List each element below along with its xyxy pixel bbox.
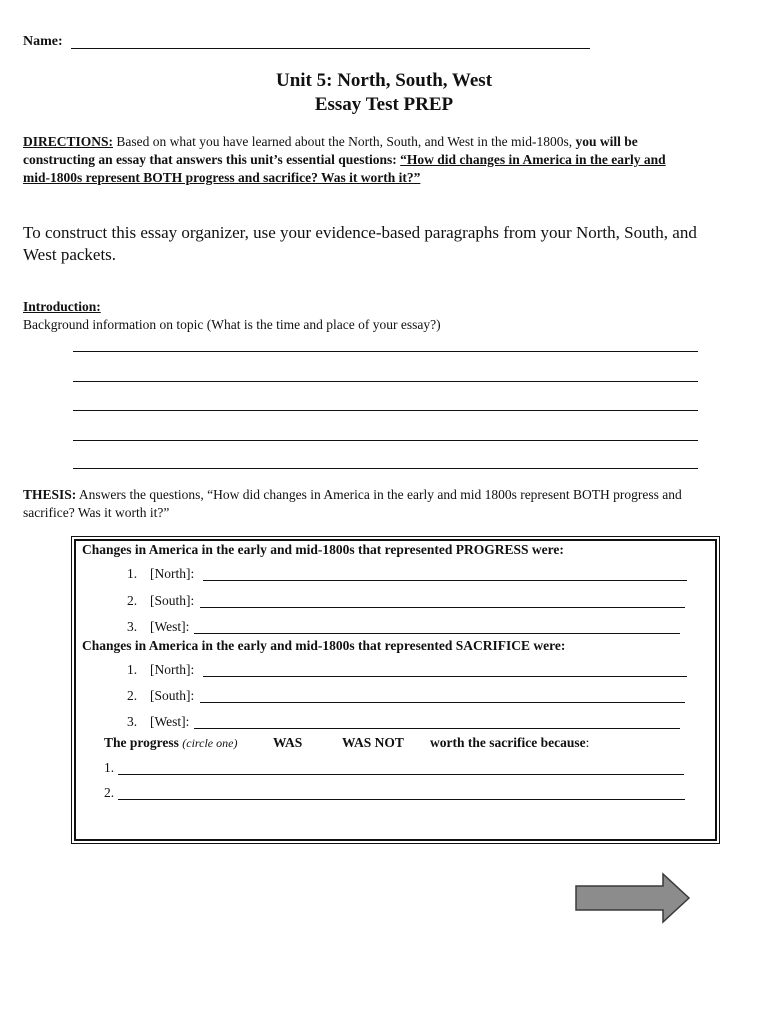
reason-num: 2. [104, 785, 115, 800]
intro-answer-line[interactable] [73, 410, 698, 411]
progress-item-label: [West]: [150, 619, 190, 634]
name-field[interactable] [71, 48, 590, 49]
progress-item-label: [South]: [150, 593, 195, 608]
progress-item-num: 3. [127, 619, 138, 634]
thesis-text: Answers the questions, “How did changes in America in the early and mid 1800s represent BOTH progress and sacrifice? Was it worth it?” [23, 487, 682, 520]
name-label: Name: [23, 34, 63, 49]
circle-suffix-colon: : [585, 735, 590, 750]
circle-one-suffix [430, 735, 589, 751]
intro-answer-line[interactable] [73, 440, 698, 441]
sacrifice-south-line[interactable] [200, 702, 685, 703]
intro-answer-line[interactable] [73, 468, 698, 469]
reason-num: 1. [104, 760, 115, 775]
reason-1-line[interactable] [118, 774, 684, 775]
thesis-paragraph [23, 486, 703, 522]
sacrifice-item-label: [North]: [150, 662, 195, 677]
sacrifice-item-num: 1. [127, 662, 138, 677]
page-subtitle: Essay Test PREP [314, 94, 454, 115]
intro-answer-line[interactable] [73, 351, 698, 352]
page-title: Unit 5: North, South, West [275, 70, 493, 91]
intro-answer-line[interactable] [73, 381, 698, 382]
sacrifice-item-label: [West]: [150, 714, 190, 729]
introduction-prompt: Background information on topic (What is the time and place of your essay?) [23, 317, 441, 332]
circle-one-note: (circle one) [182, 736, 238, 750]
progress-north-line[interactable] [203, 580, 687, 581]
circle-prefix-text: The progress [104, 735, 179, 750]
progress-west-line[interactable] [194, 633, 680, 634]
sacrifice-heading: Changes in America in the early and mid-1800s that represented SACRIFICE were: [82, 638, 566, 653]
progress-heading: Changes in America in the early and mid-1800s that represented PROGRESS were: [82, 542, 564, 557]
thesis-label: THESIS: [23, 487, 77, 502]
directions-bold-text: you will be constructing an essay that answers this unit’s essential questions: [23, 134, 638, 167]
progress-item-label: [North]: [150, 566, 195, 581]
sacrifice-north-line[interactable] [203, 676, 687, 677]
introduction-heading: Introduction: [23, 299, 101, 314]
directions-paragraph [23, 133, 688, 187]
option-was-not[interactable]: WAS NOT [342, 735, 404, 750]
circle-one-prefix [104, 735, 237, 751]
directions-label: DIRECTIONS: [23, 134, 114, 149]
organizer-instruction: To construct this essay organizer, use your evidence-based paragraphs from your North, South, and West packets. [23, 223, 697, 264]
sacrifice-west-line[interactable] [194, 728, 680, 729]
progress-item-num: 2. [127, 593, 138, 608]
sacrifice-item-label: [South]: [150, 688, 195, 703]
directions-text: Based on what you have learned about the North, South, and West in the mid-1800s, [113, 134, 576, 149]
progress-item-num: 1. [127, 566, 138, 581]
option-was[interactable]: WAS [273, 735, 303, 750]
circle-suffix-text: worth the sacrifice because [430, 735, 586, 750]
sacrifice-item-num: 3. [127, 714, 138, 729]
essential-question: “How did changes in America in the early and mid-1800s represent BOTH progress and sacrifice? Was it worth it?” [23, 152, 666, 185]
sacrifice-item-num: 2. [127, 688, 138, 703]
right-arrow-icon[interactable] [574, 872, 692, 924]
right-arrow-shape [576, 874, 689, 922]
reason-2-line[interactable] [118, 799, 685, 800]
progress-south-line[interactable] [200, 607, 685, 608]
